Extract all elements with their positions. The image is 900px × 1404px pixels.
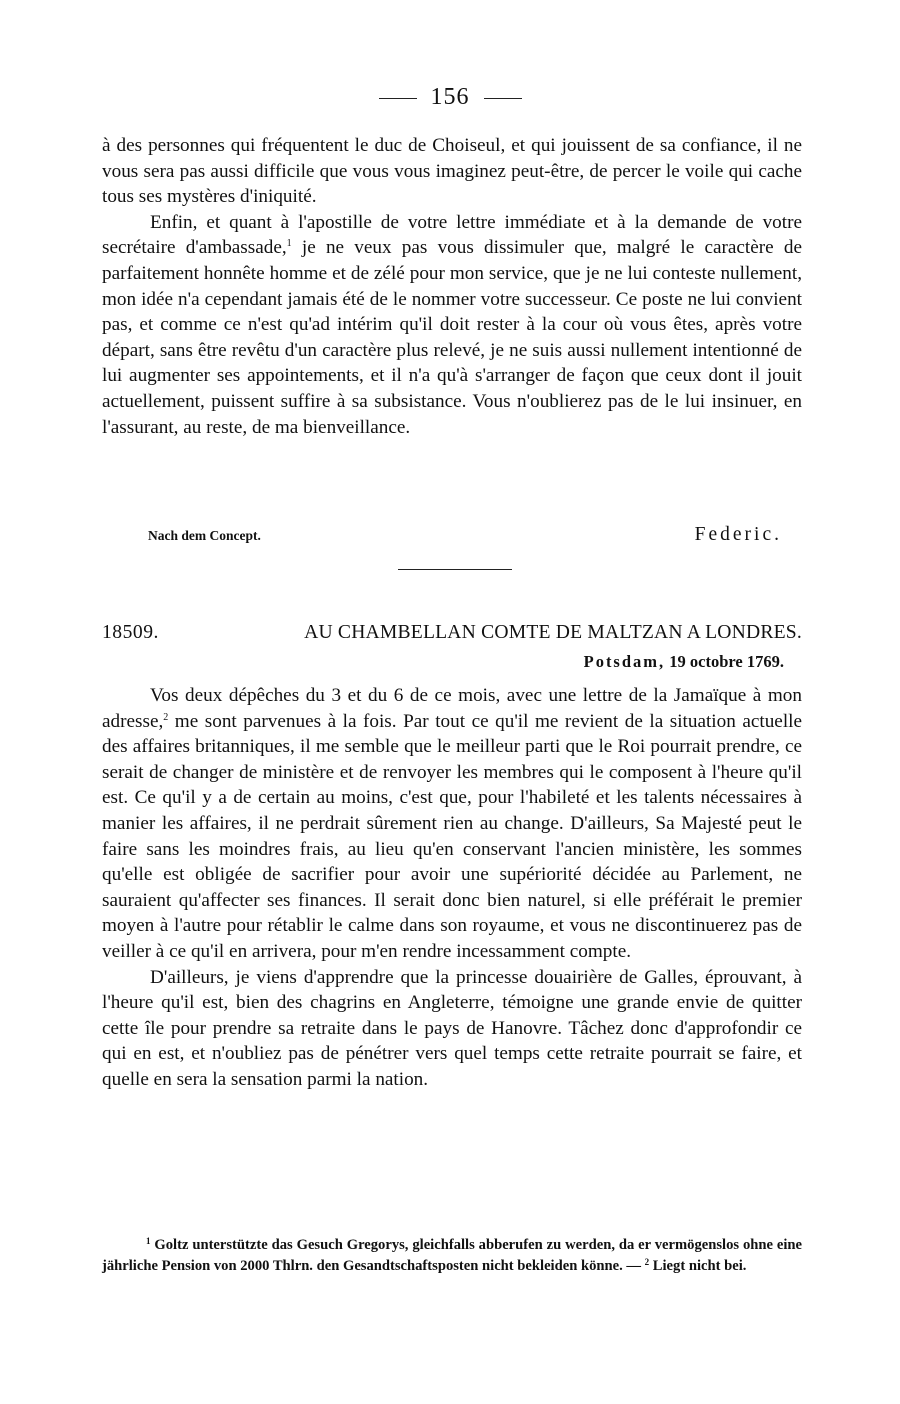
previous-letter-continuation <box>102 133 802 440</box>
footnote-ref: 2 <box>163 711 169 723</box>
letter-place: Potsdam, <box>583 652 666 671</box>
header-left-dash <box>379 98 417 99</box>
letter-body <box>102 683 802 1093</box>
page-header <box>0 84 900 111</box>
paragraph: Enfin, et quant à l'apostille de votre lettre immédiate et à la demande de votre secrétaire d'ambassade,$^1$ je ne veux pas vous dissimuler que, malgré le caractère de parfaitement honnête homme et de zélé pour mon service, que je ne lui conteste nullement, mon idée n'a cependant jamais été de le nommer votre successeur. Ce poste ne lui convient pas, et comme ce n'est qu'ad intérim qu'il doit rester à la cour où vous êtes, après votre départ, sans être revêtu d'un caractère plus relevé, je ne suis aussi nullement intentionné de lui augmenter ses appointements, et il n'a qu'à s'arranger de façon que ceux dont il jouit actuellement, puissent suffire à sa subsistance. Vous n'oublierez pas de le lui insinuer, en l'assurant, au reste, de ma bienveillance. <box>102 211 802 438</box>
closing-row <box>148 524 782 546</box>
paragraph: D'ailleurs, je viens d'apprendre que la princesse douairière de Galles, éprouvant, à l'heure qu'il est, bien des chagrins en Angleterre, témoigne une grande envie de quitter cette île pour prendre sa retraite dans le pays de Hanovre. Tâchez donc d'approfondir ce qui en est, et n'oubliez pas de pénétrer vers quel temps cette retraite pourrait se faire, et quelle en sera la sensation parmi la nation. <box>102 966 802 1090</box>
letter-place-date <box>102 652 784 672</box>
footnote: $^1$ Goltz unterstützte das Gesuch Gregorys, gleichfalls abberufen zu werden, da er vermögenslos ohne eine jährliche Pension von 2000 Thlrn. den Gesandtschaftsposten nicht bekleiden könne. — $^2$ Liegt nicht bei. <box>102 1236 802 1274</box>
paragraph: Vos deux dépêches du 3 et du 6 de ce mois, avec une lettre de la Jamaïque à mon adresse,$^2$ me sont parvenues à la fois. Par tout ce qu'il me revient de la situation actuelle des affaires britanniques, il me semble que le meilleur parti que le Roi pourrait prendre, ce serait de changer de ministère et de renvoyer les membres qui le composent à l'heure qu'il est. Ce qu'il y a de certain au moins, c'est que, pour l'habileté et les talents nécessaires à manier les affaires, il ne perdrait sûrement rien au change. D'ailleurs, Sa Majesté peut le faire sans les moindres frais, au lieu qu'en conservant l'ancien ministère, les sommes qu'elle est obligée de sacrifier pour avoir une supériorité décidée au Parlement, ne sauraient qu'affecter ses finances. Il serait donc bien naturel, si elle préférait le premier moyen à l'autre pour rétablir le calme dans son royaume, et vous ne discontinuerez pas de veiller à ce qu'il en arrivera, pour m'en rendre incessamment compte. <box>102 685 802 962</box>
letter-date: 19 octobre 1769. <box>669 652 784 671</box>
signature: Federic. <box>694 524 782 545</box>
header-right-dash <box>484 98 522 99</box>
footnote-mark: 2 <box>644 1257 650 1267</box>
footnotes <box>102 1235 802 1277</box>
letter-title: AU CHAMBELLAN COMTE DE MALTZAN A LONDRES. <box>304 622 802 643</box>
footnote-ref: 1 <box>286 238 292 250</box>
letter-heading <box>102 622 802 644</box>
section-divider <box>398 569 512 570</box>
footnote-mark: 1 <box>146 1236 151 1246</box>
source-note: Nach dem Concept. <box>148 528 261 543</box>
letter-number: 18509. <box>102 622 159 643</box>
page-number: 156 <box>430 84 470 110</box>
paragraph: à des personnes qui fréquentent le duc de Choiseul, et qui jouissent de sa confiance, il ne vous sera pas aussi difficile que vous vous imaginez peut-être, de percer le voile qui cache tous ses mystères d'iniquité. <box>102 135 802 208</box>
